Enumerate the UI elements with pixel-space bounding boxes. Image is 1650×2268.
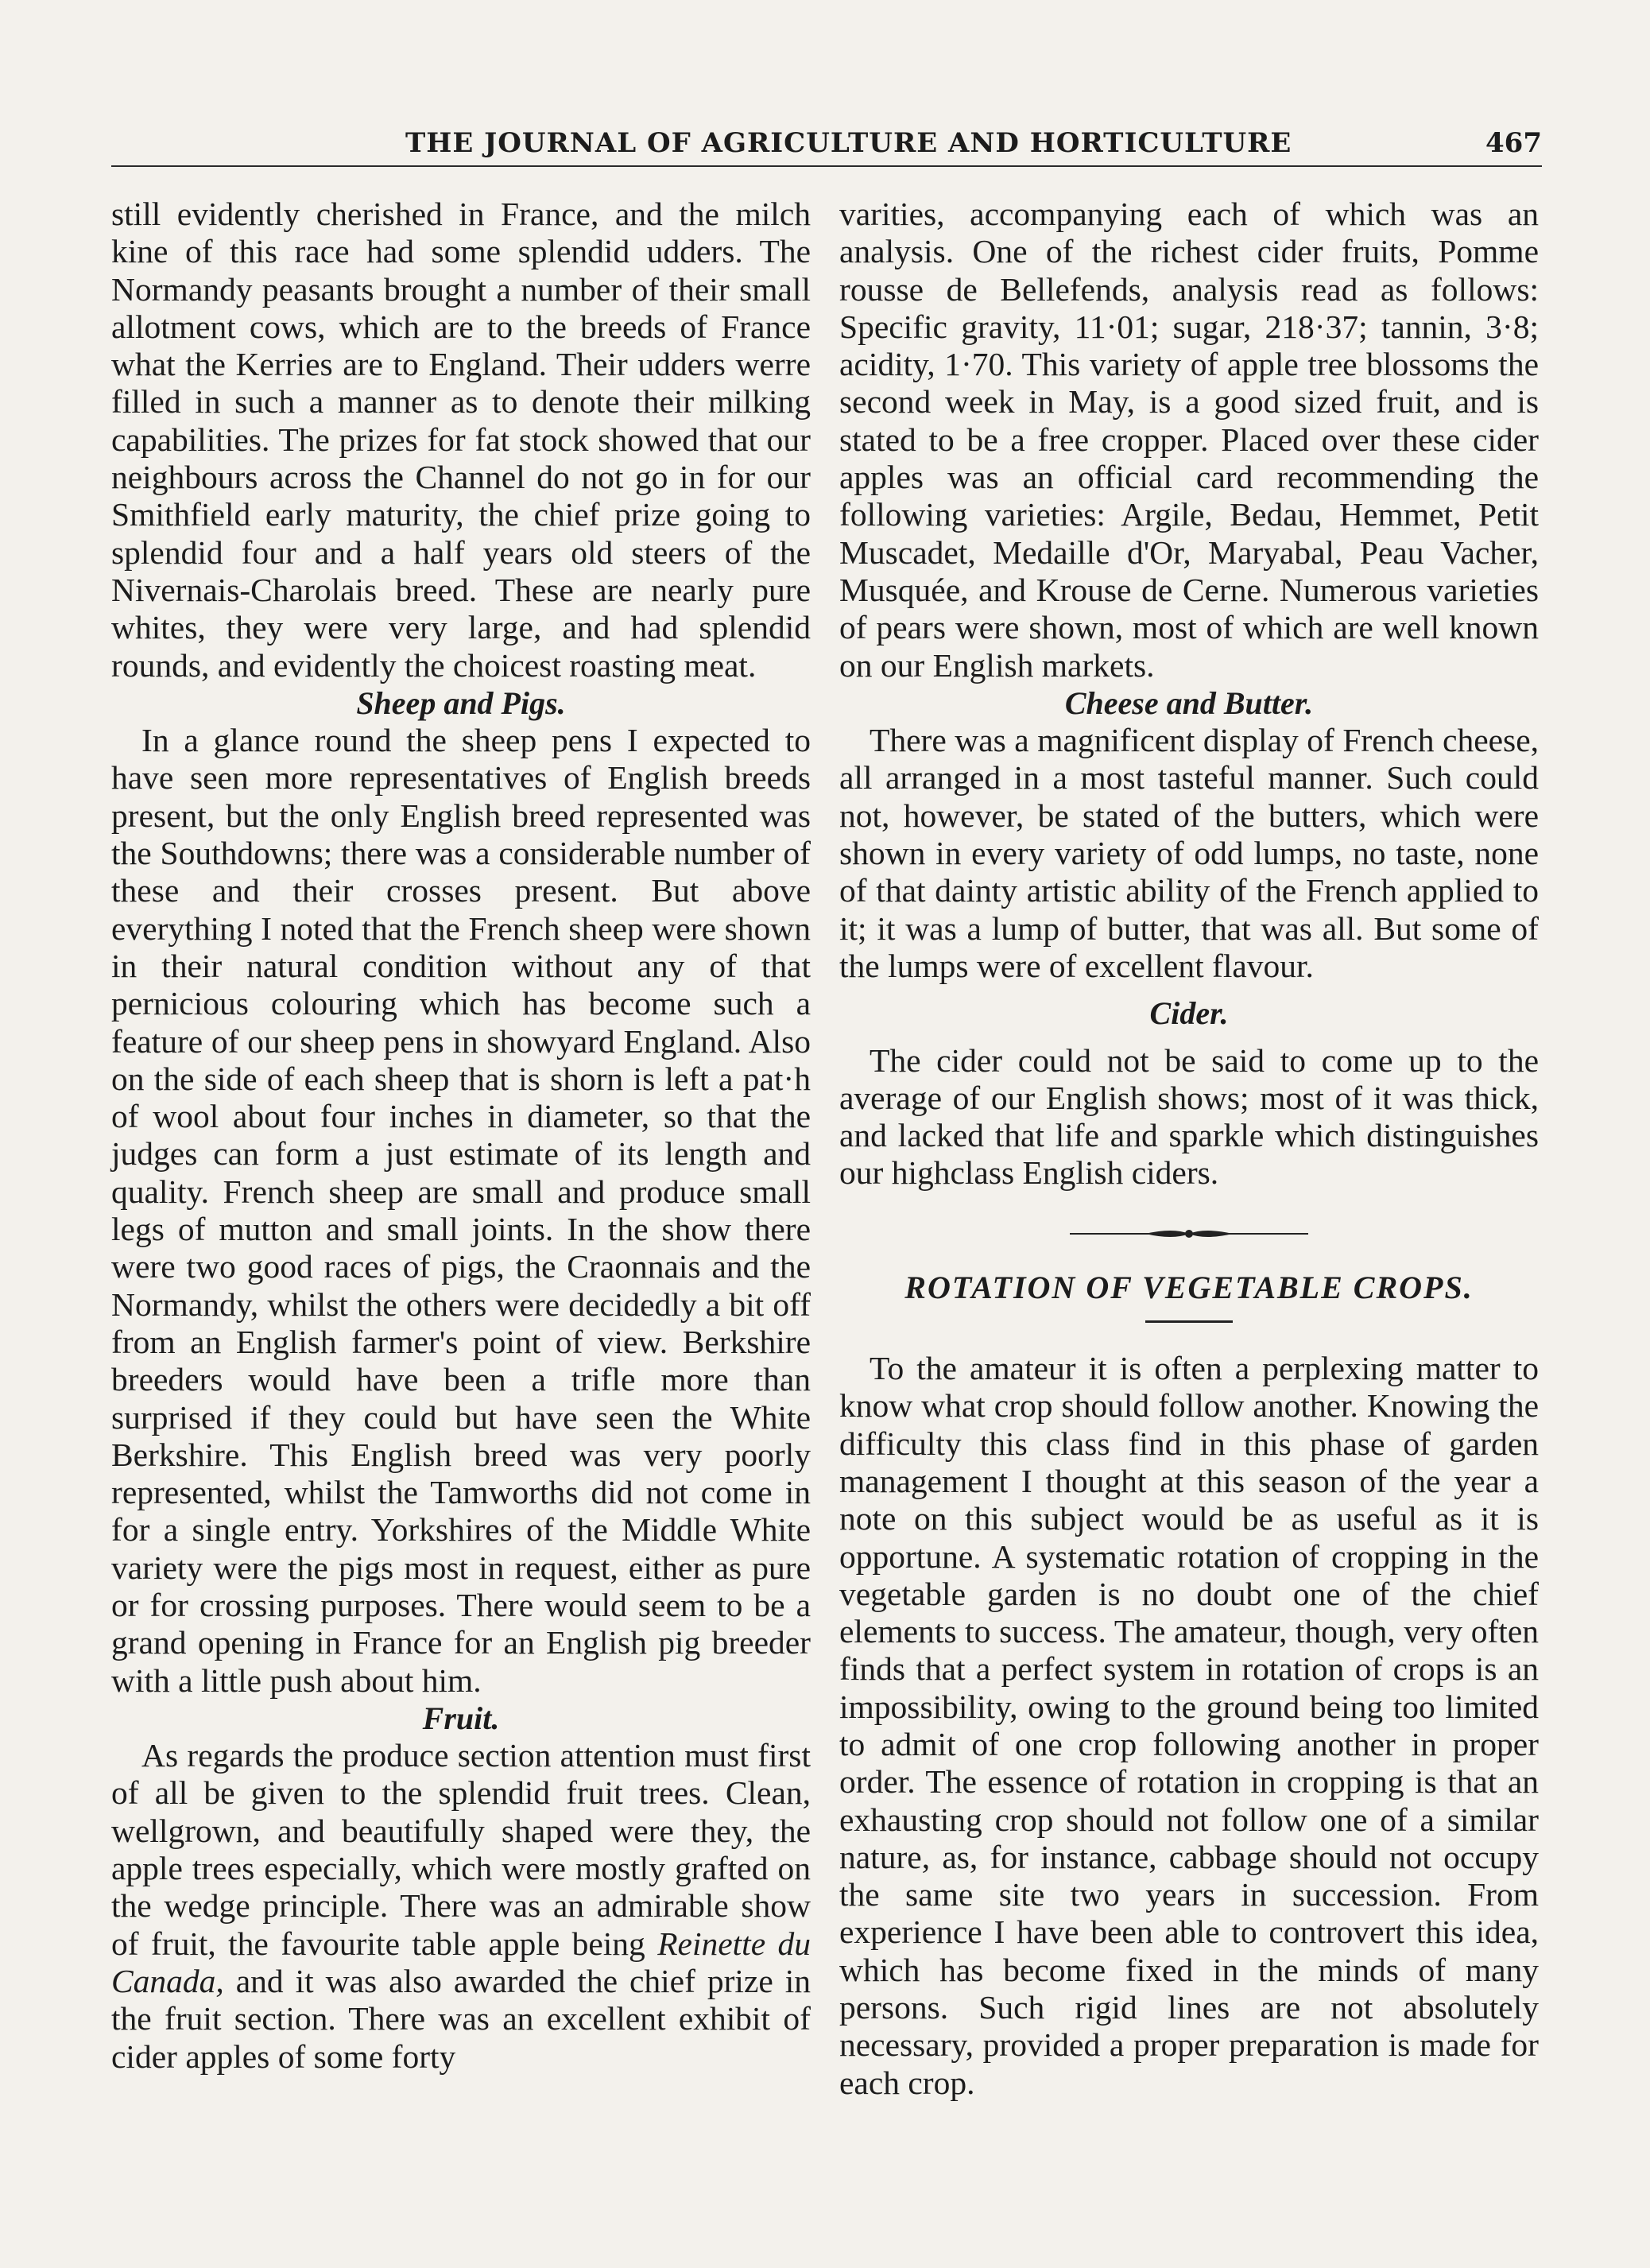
subheading-cheese-and-butter: Cheese and Butter. xyxy=(1064,684,1314,721)
paragraph-cider-apples: varities, accompanying each of which was an analysis. One of the richest cider fruits, Pomme rousse de Bellefends, analysis read as follows: Specific gravity, 11·01; sugar, 218·37; tannin, 3·8; acidity, 1·70. This variety of apple tree blossoms the second week in May, is a good sized fruit, and is stated to be a free cropper. Placed over these cider apples was an official card recommending the following varieties: Argile, Bedau, Hemmet, Petit Muscadet, Medaille d'Or, Maryabal, Peau Vacher, Musquée, and Krouse de Cerne. Numerous varieties of pears were shown, most of which are well known on our English markets. xyxy=(839,196,1539,684)
section-divider-ornament xyxy=(839,1210,1539,1258)
article-title: ROTATION OF VEGETABLE CROPS. xyxy=(904,1269,1474,1305)
page-number: 467 xyxy=(1485,127,1542,159)
paragraph-cider: The cider could not be said to come up to the average of our English shows; most of it was thick, and lacked that life and sparkle which distinguishes our highclass English ciders. xyxy=(839,1041,1539,1192)
paragraph-cheese-and-butter: There was a magnificent display of French cheese, all arranged in a most tasteful manner. Such could not, however, be stated of the butters, which were shown in every variety of odd lumps, no taste, none of that dainty artistic ability of the French applied to it; it was a lump of butter, that was all. But some of the lumps were of excellent flavour. xyxy=(839,722,1539,984)
paragraph-cattle: still evidently cherished in France, and the milch kine of this race had some splendid udders. The Normandy peasants brought a number of their small allotment cows, which are to the breeds of France what the Kerries are to England. Their udders werre filled in such a manner as to denote their milking capabilities. The prizes for fat stock showed that our neighbours across the Channel do not go in for our Smithfield early maturity, the chief prize going to splendid four and a half years old steers of the Nivernais-Charolais breed. These are nearly pure whites, they were very large, and had splendid rounds, and evidently the choicest roasting meat. xyxy=(111,196,811,684)
divider-ornament-icon xyxy=(1070,1226,1308,1242)
header-rule xyxy=(111,165,1542,167)
subheading-sheep-and-pigs: Sheep and Pigs. xyxy=(356,684,566,721)
apple-variety-name: Reinette du Canada, xyxy=(111,1925,811,1999)
subheading-cider: Cider. xyxy=(1149,995,1229,1032)
paragraph-rotation: To the amateur it is often a perplexing matter to know what crop should follow another. Knowing the difficulty this class find in this phase of garden management I thought at this season of the year a note on this subject would be as useful as it is opportune. A systematic rotation of cropping in the vegetable garden is no doubt one of the chief elements to success. The amateur, though, very often finds that a perfect system in rotation of crops is an impossibility, owing to the ground being too limited to admit of one crop following another in proper order. The essence of rotation in cropping is that an exhausting crop should not follow one of a similar nature, as, for instance, cabbage should not occupy the same site two years in succession. From experience I have been able to controvert this idea, which has become fixed in the minds of many persons. Such rigid lines are not absolutely necessary, provided a proper preparation is made for each crop. xyxy=(839,1350,1539,2101)
paragraph-fruit: As regards the produce section attention must first of all be given to the splendid fruit trees. Clean, wellgrown, and beautifully shaped were they, the apple trees especially, which were mostly grafted on the wedge principle. There was an admirable show of fruit, the favourite table apple being Reinette du Canada, and it was also awarded the chief prize in the fruit section. There was an excellent exhibit of cider apples of some forty xyxy=(111,1737,811,2075)
subheading-fruit: Fruit. xyxy=(422,1700,500,1736)
left-column xyxy=(111,196,811,2076)
right-column xyxy=(839,196,1539,2102)
paragraph-sheep-and-pigs: In a glance round the sheep pens I expected to have seen more representatives of English breeds present, but the only English breed represented was the Southdowns; there was a considerable number of these and their crosses present. But above everything I noted that the French sheep were shown in their natural condition without any of that pernicious colouring which has become such a feature of our sheep pens in showyard England. Also on the side of each sheep that is shorn is left a pat·h of wool about four inches in diameter, so that the judges can form a just estimate of its length and quality. French sheep are small and produce small legs of mutton and small joints. In the show there were two good races of pigs, the Craonnais and the Normandy, whilst the others were decidedly a bit off from an English farmer's point of view. Berkshire breeders would have been a trifle more than surprised if they could but have seen the White Berkshire. This English breed was very poorly represented, whilst the Tamworths did not come in for a single entry. Yorkshires of the Middle White variety were the pigs most in request, either as pure or for crossing purposes. There would seem to be a grand opening in France for an English pig breeder with a little push about him. xyxy=(111,722,811,1699)
title-rule xyxy=(1145,1320,1233,1323)
running-head xyxy=(111,119,1542,165)
journal-title: THE JOURNAL OF AGRICULTURE AND HORTICULTURE xyxy=(405,127,1292,159)
